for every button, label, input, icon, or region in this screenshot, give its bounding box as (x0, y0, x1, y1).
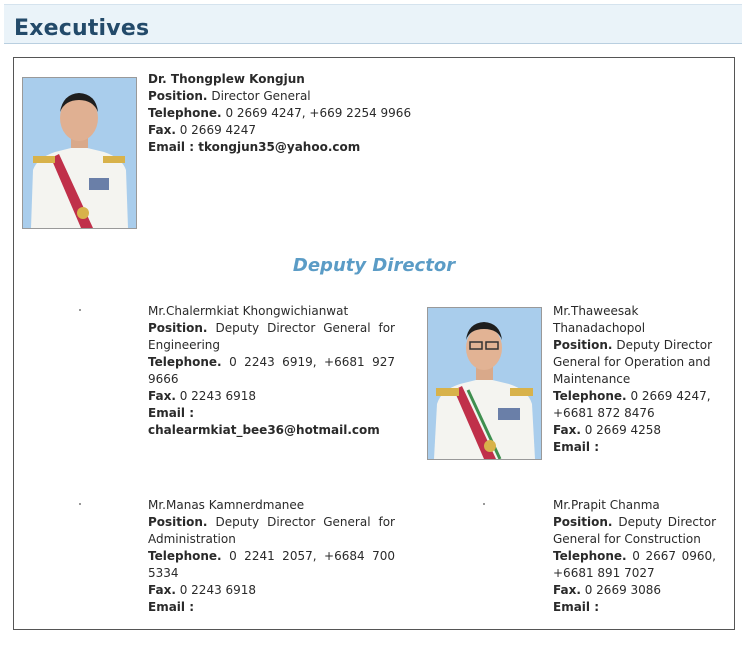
deputy-email-label: Email : (148, 600, 195, 614)
image-placeholder-dot (483, 503, 485, 505)
image-placeholder-dot (79, 309, 81, 311)
deputy-telephone: Telephone. 0 2241 2057, +6684 700 5334 (148, 549, 395, 580)
deputy-director-heading: Deputy Director (292, 255, 456, 276)
deputy-position: Position. Deputy Director General for Administration (148, 515, 395, 546)
director-name: Dr. Thongplew Kongjun (148, 72, 305, 86)
deputy-position: Position. Deputy Director General for Engineering (148, 321, 395, 352)
deputy-fax: Fax. 0 2669 4258 (553, 423, 662, 437)
deputy-email-label: Email : (553, 440, 600, 454)
deputy-email-label: Email : (148, 406, 195, 420)
deputy-telephone: Telephone. 0 2667 0960, +6681 891 7027 (553, 549, 716, 580)
director-card (148, 71, 478, 156)
deputy-position: Position. Deputy Director General for Construction (553, 515, 716, 546)
deputy-name: Mr.Thaweesak Thanadachopol (553, 304, 646, 335)
director-position: Position. Director General (148, 89, 311, 103)
director-fax: Fax. 0 2669 4247 (148, 123, 257, 137)
director-email-link[interactable]: tkongjun35@yahoo.com (198, 140, 361, 154)
deputy-email-label: Email : (553, 600, 600, 614)
deputy-telephone: Telephone. 0 2669 4247, +6681 872 8476 (553, 389, 711, 420)
deputy-card (553, 303, 731, 456)
deputy-name: Mr.Prapit Chanma (553, 498, 660, 512)
deputy-name: Mr.Manas Kamnerdmanee (148, 498, 305, 512)
page-header (4, 4, 742, 44)
deputy-card (148, 497, 395, 616)
deputy-telephone: Telephone. 0 2243 6919, +6681 927 9666 (148, 355, 395, 386)
deputy-fax: Fax. 0 2669 3086 (553, 583, 662, 597)
page-title: Executives (14, 16, 150, 41)
director-telephone: Telephone. 0 2669 4247, +669 2254 9966 (148, 106, 412, 120)
image-placeholder-dot (79, 503, 81, 505)
deputy-name: Mr.Chalermkiat Khongwichianwat (148, 304, 349, 318)
deputy-photo (427, 307, 542, 460)
director-photo (22, 77, 137, 229)
executives-panel (13, 57, 735, 630)
deputy-card (148, 303, 395, 439)
deputy-card (553, 497, 716, 616)
director-email: Email : tkongjun35@yahoo.com (148, 140, 361, 154)
deputy-email-link[interactable]: chalearmkiat_bee36@hotmail.com (148, 423, 380, 437)
deputy-fax: Fax. 0 2243 6918 (148, 583, 257, 597)
deputy-position: Position. Deputy Director General for Operation and Maintenance (553, 338, 712, 386)
deputy-fax: Fax. 0 2243 6918 (148, 389, 257, 403)
